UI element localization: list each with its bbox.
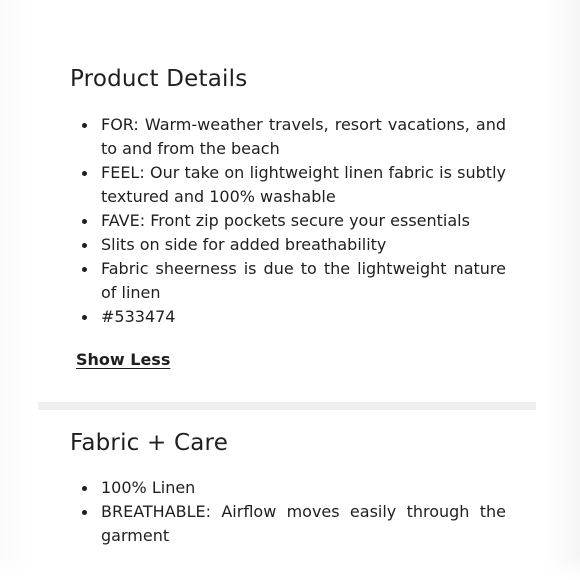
list-item bbox=[70, 113, 506, 161]
list-item bbox=[70, 476, 506, 500]
list-item bbox=[70, 233, 506, 257]
list-item-text: FEEL: Our take on lightweight linen fabric is subtly textured and 100% washable bbox=[101, 163, 506, 206]
bullet-icon bbox=[82, 123, 87, 128]
product-details-title: Product Details bbox=[70, 66, 248, 92]
list-item-text: #533474 bbox=[101, 307, 176, 326]
product-details-section bbox=[70, 64, 506, 329]
fabric-care-section bbox=[70, 428, 506, 548]
list-item-text: FOR: Warm-weather travels, resort vacations, and to and from the beach bbox=[101, 115, 506, 158]
bullet-icon bbox=[82, 267, 87, 272]
bottom-fade bbox=[0, 556, 580, 580]
list-item-text: Fabric sheerness is due to the lightweight nature of linen bbox=[101, 259, 506, 302]
bullet-icon bbox=[82, 219, 87, 224]
list-item bbox=[70, 161, 506, 209]
list-item bbox=[70, 209, 506, 233]
fabric-care-list bbox=[70, 476, 506, 548]
list-item bbox=[70, 305, 506, 329]
bullet-icon bbox=[82, 243, 87, 248]
bullet-icon bbox=[82, 486, 87, 491]
bullet-icon bbox=[82, 171, 87, 176]
left-edge-shade bbox=[0, 0, 34, 580]
list-item-text: Slits on side for added breathability bbox=[101, 235, 387, 254]
list-item-text: BREATHABLE: Airflow moves easily through the garment bbox=[101, 502, 506, 545]
list-item bbox=[70, 257, 506, 305]
show-less-link[interactable]: Show Less bbox=[76, 350, 171, 369]
right-edge-shade bbox=[542, 0, 580, 580]
fabric-care-title: Fabric + Care bbox=[70, 430, 229, 456]
section-divider bbox=[38, 402, 536, 410]
list-item-text: 100% Linen bbox=[101, 478, 196, 497]
bullet-icon bbox=[82, 315, 87, 320]
list-item-text: FAVE: Front zip pockets secure your essentials bbox=[101, 211, 470, 230]
bullet-icon bbox=[82, 510, 87, 515]
list-item bbox=[70, 500, 506, 548]
product-details-list bbox=[70, 113, 506, 329]
